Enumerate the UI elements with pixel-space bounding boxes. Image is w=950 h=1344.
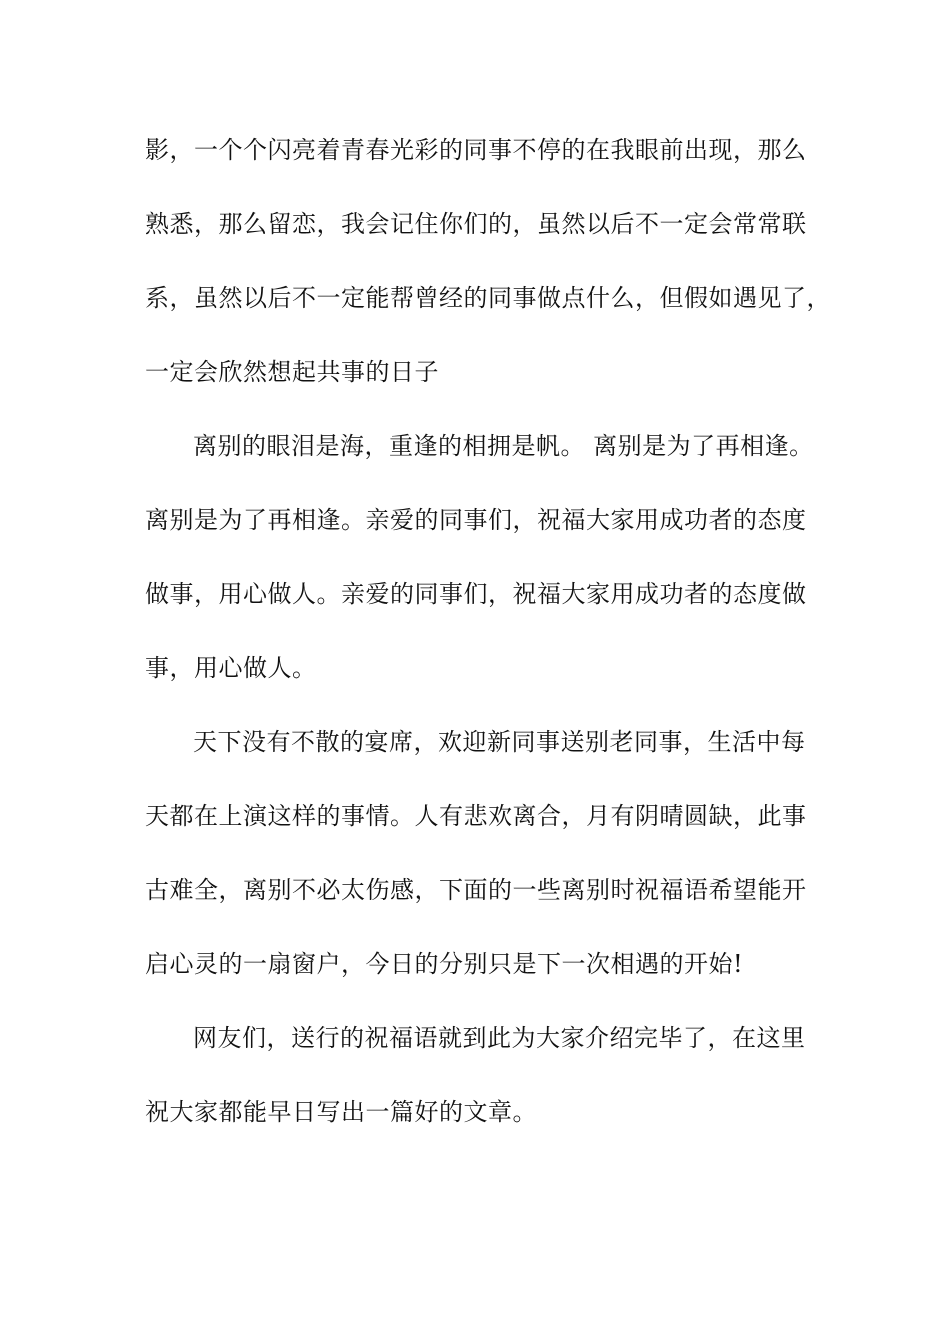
paragraph-3 (145, 718, 825, 1014)
text-line: 做事，用心做人。亲爱的同事们，祝福大家用成功者的态度做 (145, 580, 807, 608)
text-line: 天都在上演这样的事情。人有悲欢离合，月有阴晴圆缺，此事 (145, 802, 807, 830)
text-line: 祝大家都能早日写出一篇好的文章。 (145, 1098, 537, 1126)
text-line: 古难全，离别不必太伤感，下面的一些离别时祝福语希望能开 (145, 876, 807, 904)
paragraph-4 (145, 1014, 825, 1162)
text-line: 熟悉，那么留恋，我会记住你们的，虽然以后不一定会常常联 (145, 210, 807, 238)
paragraph-1 (145, 126, 831, 422)
text-line: 事，用心做人。 (145, 654, 317, 682)
text-line: 天下没有不散的宴席，欢迎新同事送别老同事，生活中每 (193, 728, 806, 756)
paragraph-2 (145, 422, 825, 718)
text-line: 网友们，送行的祝福语就到此为大家介绍完毕了，在这里 (193, 1024, 806, 1052)
text-line: 启心灵的一扇窗户，今日的分别只是下一次相遇的开始! (145, 950, 744, 978)
text-line: 离别是为了再相逢。亲爱的同事们，祝福大家用成功者的态度 (145, 506, 807, 534)
document-body (145, 126, 831, 1162)
text-line: 系，虽然以后不一定能帮曾经的同事做点什么，但假如遇见了， (145, 284, 831, 312)
text-line: 离别的眼泪是海，重逢的相拥是帆。 离别是为了再相逢。 (193, 432, 814, 460)
text-line: 影，一个个闪亮着青春光彩的同事不停的在我眼前出现，那么 (145, 136, 807, 164)
text-line: 一定会欣然想起共事的日子 (145, 358, 439, 386)
